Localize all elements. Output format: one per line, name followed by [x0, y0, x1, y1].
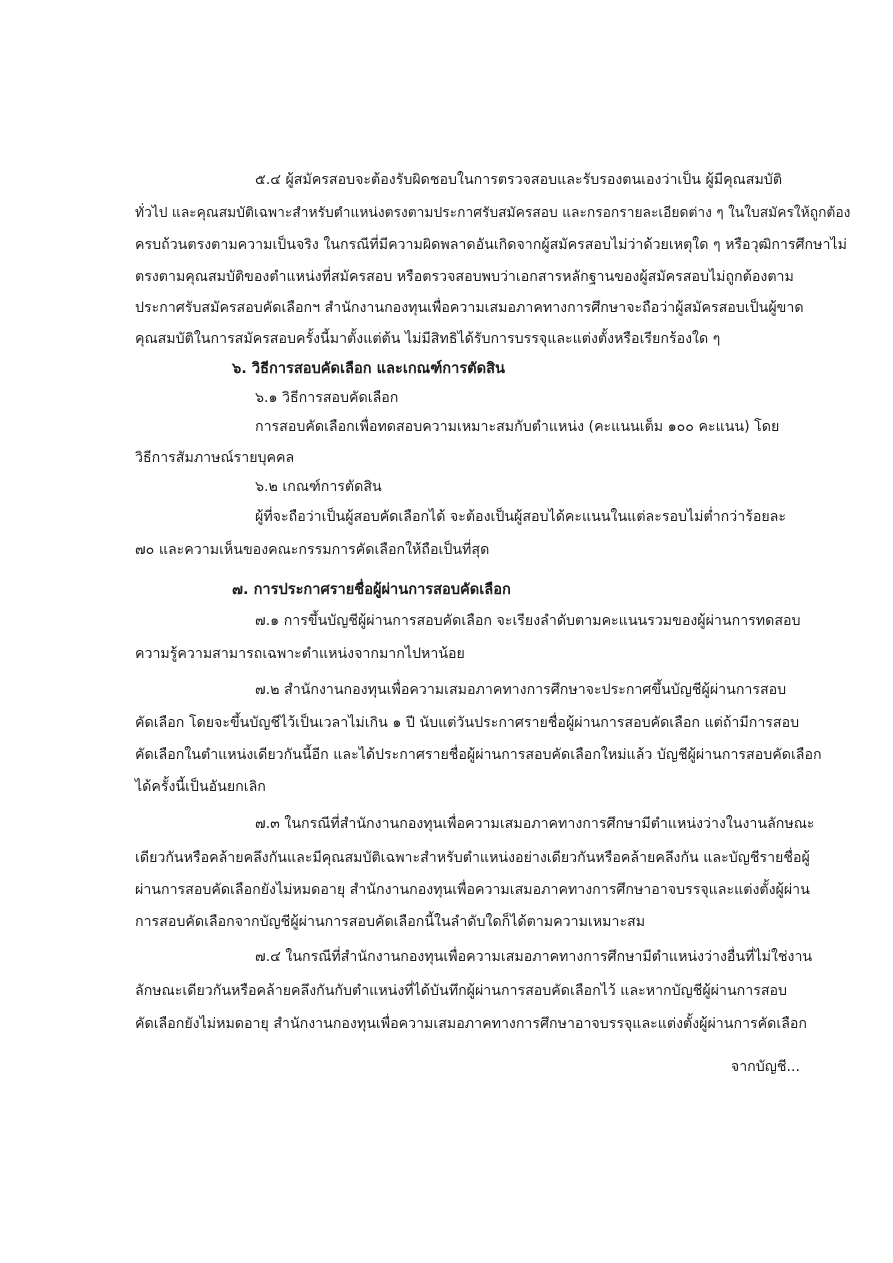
section-5-4-line-3: ครบถ้วนตรงตามความเป็นจริง ในกรณีที่มีความผิดพลาดอันเกิดจากผู้สมัครสอบไม่ว่าด้วยเหตุใด ๆ หรือวุฒิการศึกษาไม่	[135, 237, 847, 253]
section-7-1-line-1: ๗.๑ การขึ้นบัญชีผู้ผ่านการสอบคัดเลือก จะเรียงลำดับตามคะแนนรวมของผู้ผ่านการทดสอบ	[255, 613, 801, 629]
section-7-3-line-2: เดียวกันหรือคล้ายคลึงกันและมีคุณสมบัติเฉพาะสำหรับตำแหน่งอย่างเดียวกันหรือคล้ายคลึงกัน และบัญชีรายชื่อผู้	[135, 850, 810, 866]
section-6-1-line-1: การสอบคัดเลือกเพื่อทดสอบความเหมาะสมกับตำแหน่ง (คะแนนเต็ม ๑๐๐ คะแนน) โดย	[255, 419, 780, 435]
section-6-2-line-2: ๗๐ และความเห็นของคณะกรรมการคัดเลือกให้ถือเป็นที่สุด	[135, 542, 490, 558]
section-6-heading: ๖. วิธีการสอบคัดเลือก และเกณฑ์การตัดสิน	[232, 360, 506, 377]
continuation-marker: จากบัญชี...	[730, 1059, 800, 1075]
section-7-2-line-3: คัดเลือกในตำแหน่งเดียวกันนี้อีก และได้ประกาศรายชื่อผู้ผ่านการสอบคัดเลือกใหม่แล้ว บัญชีผู้ผ่านการสอบคัดเลือก	[135, 747, 822, 763]
section-7-1-line-2: ความรู้ความสามารถเฉพาะตำแหน่งจากมากไปหาน้อย	[135, 646, 465, 662]
section-6-1-title: ๖.๑ วิธีการสอบคัดเลือก	[255, 390, 399, 406]
section-5-4-line-2: ทั่วไป และคุณสมบัติเฉพาะสำหรับตำแหน่งตรงตามประกาศรับสมัครสอบ และกรอกรายละเอียดต่าง ๆ ในใบสมัครให้ถูกต้อง	[135, 205, 851, 221]
section-5-4-line-6: คุณสมบัติในการสมัครสอบครั้งนี้มาตั้งแต่ต้น ไม่มีสิทธิได้รับการบรรจุและแต่งตั้งหรือเรียกร้องใด ๆ	[135, 331, 721, 347]
section-6-2-title: ๖.๒ เกณฑ์การตัดสิน	[255, 479, 382, 495]
section-6-2-line-1: ผู้ที่จะถือว่าเป็นผู้สอบคัดเลือกได้ จะต้องเป็นผู้สอบได้คะแนนในแต่ละรอบไม่ต่ำกว่าร้อยละ	[255, 509, 786, 525]
section-7-3-line-3: ผ่านการสอบคัดเลือกยังไม่หมดอายุ สำนักงานกองทุนเพื่อความเสมอภาคทางการศึกษาอาจบรรจุและแต่งตั้งผู้ผ่าน	[135, 882, 810, 898]
section-7-2-line-1: ๗.๒ สำนักงานกองทุนเพื่อความเสมอภาคทางการศึกษาจะประกาศขึ้นบัญชีผู้ผ่านการสอบ	[255, 682, 787, 698]
section-5-4-line-1: ๕.๔ ผู้สมัครสอบจะต้องรับผิดชอบในการตรวจสอบและรับรองตนเองว่าเป็น ผู้มีคุณสมบัติ	[255, 172, 783, 188]
section-7-4-line-2: ลักษณะเดียวกันหรือคล้ายคลึงกันกับตำแหน่งที่ได้บันทึกผู้ผ่านการสอบคัดเลือกไว้ และหากบัญชีผู้ผ่านการสอบ	[135, 983, 788, 999]
section-7-heading: ๗. การประกาศรายชื่อผู้ผ่านการสอบคัดเลือก	[232, 581, 511, 598]
section-7-4-line-1: ๗.๔ ในกรณีที่สำนักงานกองทุนเพื่อความเสมอภาคทางการศึกษามีตำแหน่งว่างอื่นที่ไม่ใช่งาน	[255, 949, 813, 965]
section-7-4-line-3: คัดเลือกยังไม่หมดอายุ สำนักงานกองทุนเพื่อความเสมอภาคทางการศึกษาอาจบรรจุและแต่งตั้งผู้ผ่านการคัดเลือก	[135, 1016, 808, 1032]
section-5-4-line-4: ตรงตามคุณสมบัติของตำแหน่งที่สมัครสอบ หรือตรวจสอบพบว่าเอกสารหลักฐานของผู้สมัครสอบไม่ถูกต้องตาม	[135, 269, 794, 285]
section-7-2-line-4: ได้ครั้งนี้เป็นอันยกเลิก	[135, 779, 266, 795]
section-6-1-line-2: วิธีการสัมภาษณ์รายบุคคล	[135, 450, 295, 466]
section-5-4-line-5: ประกาศรับสมัครสอบคัดเลือกฯ สำนักงานกองทุนเพื่อความเสมอภาคทางการศึกษาจะถือว่าผู้สมัครสอบเป็นผู้ขาด	[135, 300, 804, 316]
section-7-3-line-4: การสอบคัดเลือกจากบัญชีผู้ผ่านการสอบคัดเลือกนี้ในลำดับใดก็ได้ตามความเหมาะสม	[135, 914, 646, 930]
section-7-2-line-2: คัดเลือก โดยจะขึ้นบัญชีไว้เป็นเวลาไม่เกิน ๑ ปี นับแต่วันประกาศรายชื่อผู้ผ่านการสอบคัดเลือก แต่ถ้ามีการสอบ	[135, 715, 800, 731]
section-7-3-line-1: ๗.๓ ในกรณีที่สำนักงานกองทุนเพื่อความเสมอภาคทางการศึกษามีตำแหน่งว่างในงานลักษณะ	[255, 816, 815, 832]
